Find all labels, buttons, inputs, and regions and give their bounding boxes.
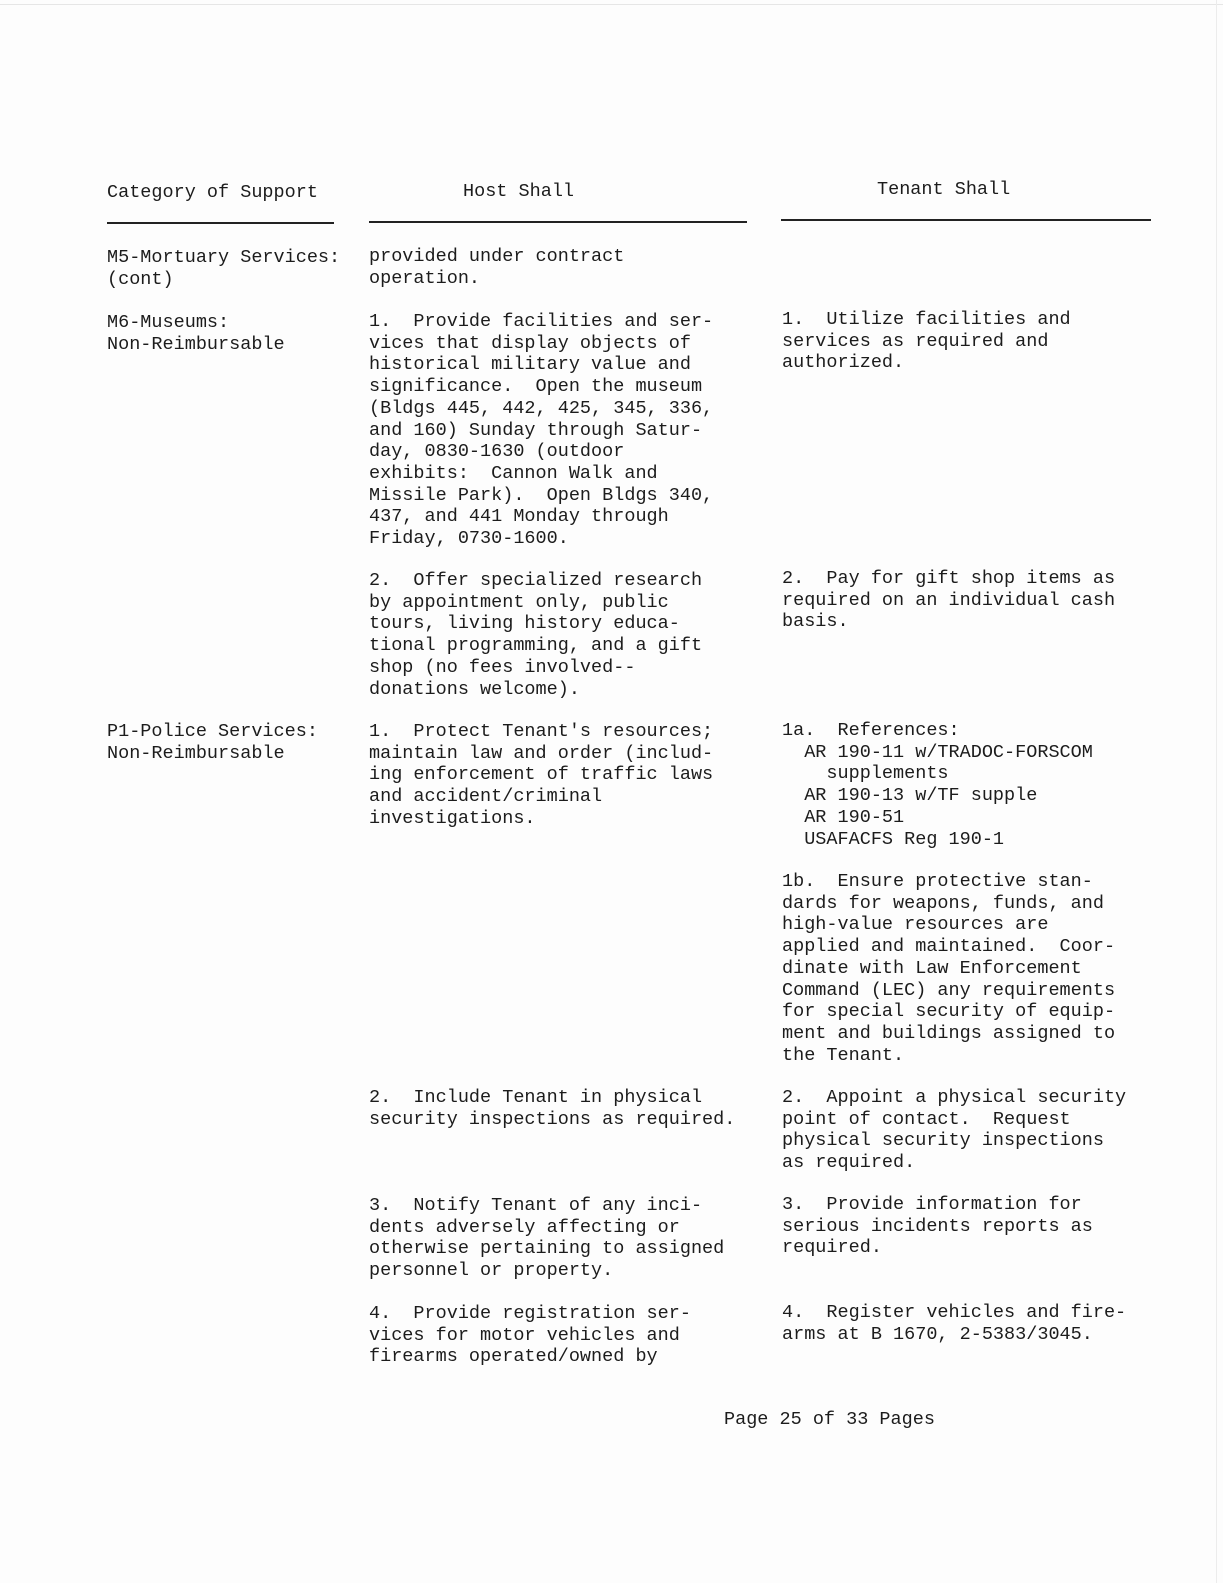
m6-host-item-2: 2. Offer specialized research by appointment only, public tours, living history educa- tional programming, and a gift shop (no fees involved-- donations welcome). xyxy=(369,570,703,700)
m6-host-item-1: 1. Provide facilities and ser- vices that display objects of historical military value and significance. Open the museum (Bldgs 445, 442, 425, 345, 336, and 160) Sunday through Satur- day, 0830-1630 (outdoor exhibits: Cannon Walk and Missile Park). Open Bldgs 340, 437, and 441 Monday through Friday, 0730-1600. xyxy=(369,311,714,550)
p1-category: P1-Police Services: Non-Reimbursable xyxy=(107,721,318,764)
m6-category: M6-Museums: Non-Reimbursable xyxy=(107,312,285,355)
p1-host-item-3: 3. Notify Tenant of any inci- dents adversely affecting or otherwise pertaining to assigned personnel or property. xyxy=(369,1195,725,1282)
header-tenant-shall: Tenant Shall xyxy=(877,179,1011,200)
header-host-shall: Host Shall xyxy=(463,181,575,202)
p1-tenant-item-4: 4. Register vehicles and fire- arms at B 1670, 2-5383/3045. xyxy=(782,1302,1127,1345)
p1-tenant-item-1a-references: 1a. References: AR 190-11 w/TRADOC-FORSCOM supplements AR 190-13 w/TF supple AR 190-51 USAFACFS Reg 190-1 xyxy=(782,720,1093,850)
p1-tenant-item-2: 2. Appoint a physical security point of contact. Request physical security inspections as required. xyxy=(782,1087,1127,1174)
header-underline-category xyxy=(107,222,334,224)
page-number: Page 25 of 33 Pages xyxy=(724,1409,935,1430)
scan-edge-top xyxy=(0,4,1223,5)
header-category-of-support: Category of Support xyxy=(107,182,318,203)
p1-tenant-item-3: 3. Provide information for serious incidents reports as required. xyxy=(782,1194,1093,1259)
p1-host-item-2: 2. Include Tenant in physical security inspections as required. xyxy=(369,1087,736,1130)
m6-tenant-item-1: 1. Utilize facilities and services as required and authorized. xyxy=(782,309,1071,374)
header-underline-host xyxy=(369,221,747,223)
m5-host-text: provided under contract operation. xyxy=(369,246,625,289)
p1-tenant-item-1b: 1b. Ensure protective stan- dards for weapons, funds, and high-value resources are applied and maintained. Coor- dinate with Law Enforcement Command (LEC) any requirements for special security of equip- ment and buildings assigned to the Tenant. xyxy=(782,871,1116,1066)
m6-tenant-item-2: 2. Pay for gift shop items as required on an individual cash basis. xyxy=(782,568,1116,633)
header-underline-tenant xyxy=(781,219,1151,221)
p1-host-item-4: 4. Provide registration ser- vices for motor vehicles and firearms operated/owned by xyxy=(369,1303,691,1368)
m5-category: M5-Mortuary Services: (cont) xyxy=(107,247,341,290)
p1-host-item-1: 1. Protect Tenant's resources; maintain law and order (includ- ing enforcement of traffic laws and accident/criminal investigations. xyxy=(369,721,714,829)
scan-edge-right xyxy=(1216,0,1217,1583)
